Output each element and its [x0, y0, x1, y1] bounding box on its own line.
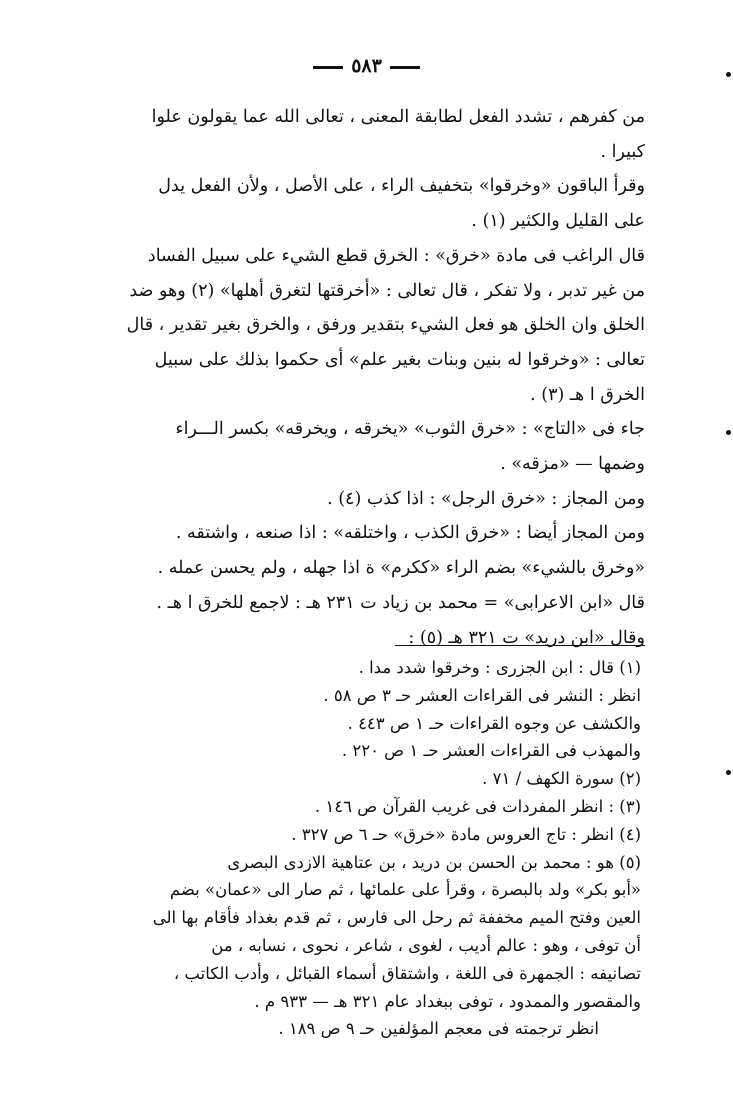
body-line: تعالى : «وخرقوا له بنين وبنات بغير علم» أى حكموا بذلك على سبيل [154, 349, 645, 370]
body-line: من غير تدبر ، ولا تفكر ، قال تعالى : «أخرقتها لتغرق أهلها» (٢) وهو ضد [129, 280, 645, 301]
footnote-line: العين وفتح الميم مخففة ثم رحل الى فارس ، ثم قدم بغداد فأقام بها الى [152, 908, 641, 928]
page-header [0, 55, 733, 77]
footnote-separator [395, 645, 645, 646]
body-line: من كفرهم ، تشدد الفعل لطابقة المعنى ، تعالى الله عما يقولون علوا [151, 107, 645, 127]
footnote-line: «أبو بكر» ولد بالبصرة ، وقرأ على علمائها ، ثم صار الى «عمان» بضم [169, 880, 641, 900]
body-line: قال «ابن الاعرابى» = محمد بن زياد ت ٢٣١ هـ : لاجمع للخرق ا هـ . [156, 592, 645, 613]
body-line: كبيرا . [600, 141, 645, 162]
header-dash-right [390, 66, 420, 69]
scan-speck [726, 430, 731, 435]
body-line: وقرأ الباقون «وخرقوا» بتخفيف الراء ، على الأصل ، ولأن الفعل يدل [158, 176, 645, 197]
body-line: وقال «ابن دريد» ت ٣٢١ هـ (٥) : [408, 627, 645, 648]
footnote-line: انظر ترجمته فى معجم المؤلفين حـ ٩ ص ١٨٩ . [278, 1019, 599, 1039]
footnote-line: (٢) سورة الكهف / ٧١ . [482, 769, 641, 789]
footnote-line: والكشف عن وجوه القراءات حـ ١ ص ٤٤٣ . [347, 713, 641, 733]
footnote-line: انظر : النشر فى القراءات العشر حـ ٣ ص ٥٨ . [323, 685, 641, 705]
main-text [40, 100, 645, 655]
body-line: الخرق ا هـ (٣) . [530, 384, 645, 405]
page-number: ٥٨٣ [351, 55, 382, 77]
footnote-line: (٤) انظر : تاج العروس مادة «خرق» حـ ٦ ص ٣٢٧ . [291, 824, 641, 844]
body-line: ومن المجاز : «خرق الرجل» : اذا كذب (٤) . [327, 488, 645, 509]
footnotes [41, 654, 641, 1043]
footnote-line: والمهذب فى القراءات العشر حـ ١ ص ٢٢٠ . [341, 741, 641, 761]
body-line: «وخرق بالشيء» بضم الراء «ككرم» ة اذا جهله ، ولم يحسن عمله . [157, 558, 645, 579]
scan-speck [726, 770, 731, 775]
body-line: وضمها — «مزقه» . [500, 454, 645, 475]
body-line: ومن المجاز أيضا : «خرق الكذب ، واختلقه» : اذا صنعه ، واشتقه . [175, 523, 645, 544]
footnote-line: (٥) هو : محمد بن الحسن بن دريد ، بن عتاهية الازدى البصرى [227, 852, 641, 872]
footnote-line: (١) قال : ابن الجزرى : وخرقوا شدد مدا . [358, 658, 641, 677]
body-line: الخلق وان الخلق هو فعل الشيء بتقدير ورفق ، والخرق بغير تقدير ، قال [126, 315, 645, 336]
footnote-line: والمقصور والممدود ، توفى ببغداد عام ٣٢١ هـ — ٩٣٣ م . [254, 991, 641, 1011]
footnote-line: تصانيفه : الجمهرة فى اللغة ، واشتقاق أسماء القبائل ، وأدب الكاتب ، [173, 963, 641, 983]
body-line: على القليل والكثير (١) . [471, 211, 645, 232]
scan-speck [726, 72, 731, 77]
footnote-line: أن توفى ، وهو : عالم أديب ، لغوى ، شاعر ، نحوى ، نسابه ، من [211, 935, 641, 955]
header-dash-left [313, 66, 343, 69]
footnote-line: (٣) : انظر المفردات فى غريب القرآن ص ١٤٦ . [314, 796, 641, 816]
body-line: جاء فى «التاج» : «خرق الثوب» «يخرقه ، ويخرقه» بكسر الـــراء [175, 419, 645, 440]
body-line: قال الراغب فى مادة «خرق» : الخرق قطع الشيء على سبيل الفساد [147, 245, 645, 266]
